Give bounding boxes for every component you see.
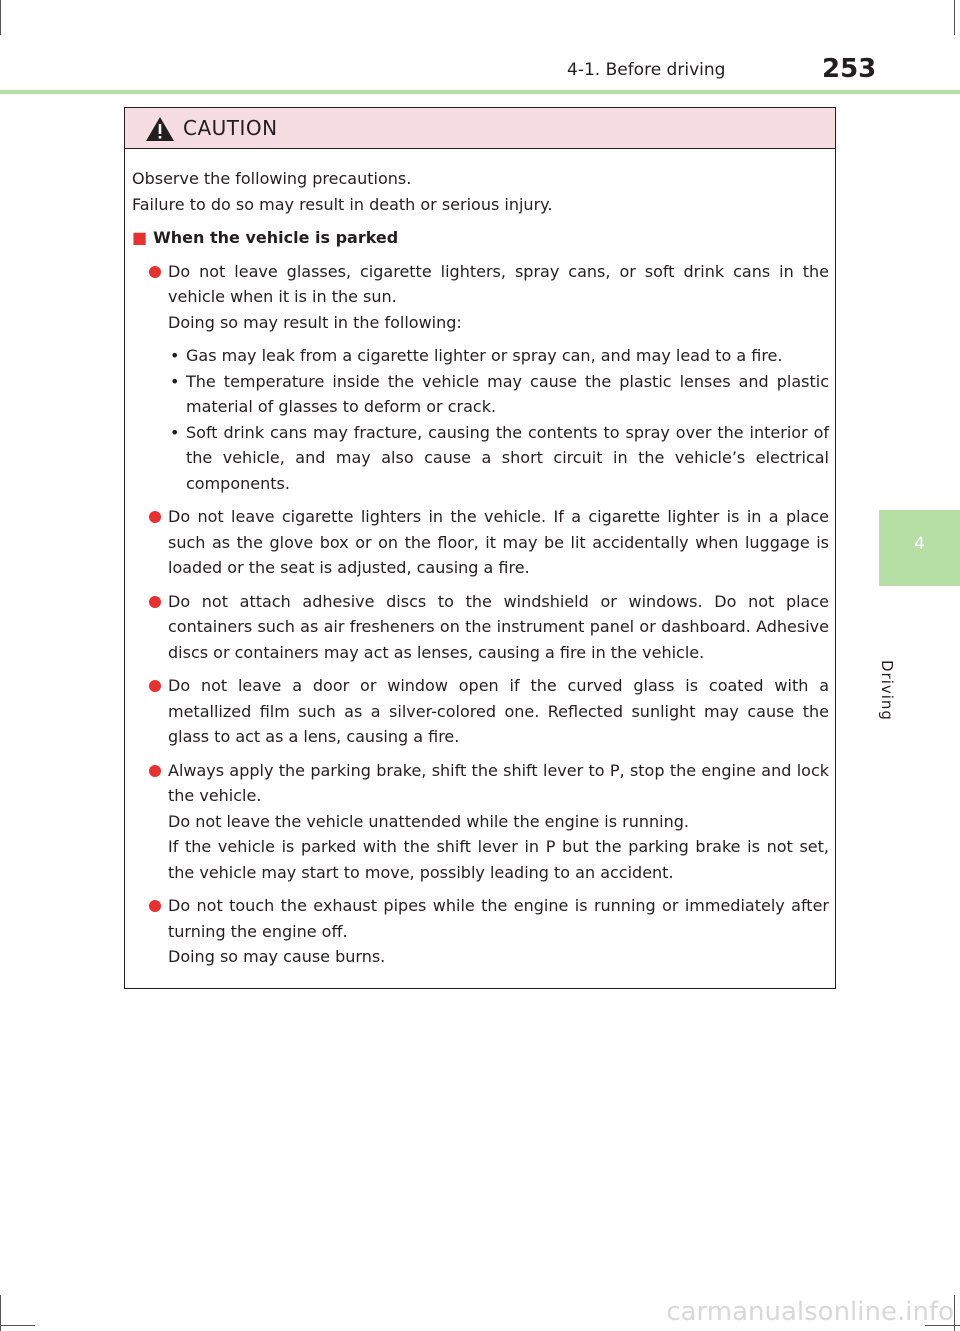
item-text: Do not leave the vehicle unattended while the engine is running. <box>168 811 689 831</box>
sub-list-item <box>168 420 829 497</box>
crop-mark <box>0 1325 35 1326</box>
chapter-number: 4 <box>914 534 925 554</box>
page-number: 253 <box>822 54 877 84</box>
chapter-label: Driving <box>878 660 896 721</box>
item-text: Do not leave a door or window open if the curved glass is coated with a metallized film such as a silver-colored one. Reflected sunlight may cause the glass to act as a lens, causing a fire. <box>168 676 829 746</box>
item-text: Do not touch the exhaust pipes while the engine is running or immediately after turning the engine off. <box>168 896 829 941</box>
bullet-icon: • <box>170 422 180 442</box>
crop-mark <box>0 0 1 35</box>
bullet-icon: • <box>170 346 180 365</box>
red-dot-bullet-icon <box>149 900 161 912</box>
caution-box <box>124 107 836 989</box>
caution-title: CAUTION <box>183 116 278 140</box>
sub-item-text: The temperature inside the vehicle may cause the plastic lenses and plastic material of glasses to deform or crack. <box>186 371 829 416</box>
intro-line: Failure to do so may result in death or serious injury. <box>132 194 553 214</box>
caution-header <box>125 108 835 149</box>
subheading-text: When the vehicle is parked <box>153 228 399 247</box>
red-dot-bullet-icon <box>149 680 161 692</box>
list-item <box>132 673 829 750</box>
crop-mark <box>954 0 955 35</box>
red-dot-bullet-icon <box>149 596 161 608</box>
red-dot-bullet-icon <box>149 266 161 278</box>
header-rule <box>0 90 960 94</box>
list-item <box>132 758 829 886</box>
sub-list <box>168 343 829 496</box>
item-text: Do not leave glasses, cigarette lighters, spray cans, or soft drink cans in the vehicle when it is in the sun. <box>168 261 829 306</box>
list-item <box>132 259 829 497</box>
section-title: 4-1. Before driving <box>567 60 726 80</box>
chapter-tab <box>879 510 960 586</box>
item-text: Do not leave cigarette lighters in the vehicle. If a cigarette lighter is in a place such as the glove box or on the floor, it may be lit accidentally when luggage is loaded or the seat is adjusted, causing a fire. <box>168 507 829 577</box>
subheading <box>132 225 829 251</box>
red-dot-bullet-icon <box>149 511 161 523</box>
list-item <box>132 504 829 581</box>
item-text: Do not attach adhesive discs to the windshield or windows. Do not place containers such as air fresheners on the instrument panel or dashboard. Adhesive discs or containers may act as lenses, causing a fire in the vehicle. <box>168 591 829 662</box>
caution-body <box>132 166 829 978</box>
intro-line: Observe the following precautions. <box>132 169 412 188</box>
bullet-icon: • <box>170 371 180 391</box>
sub-list-item <box>168 369 829 420</box>
list-item <box>132 893 829 970</box>
item-text: If the vehicle is parked with the shift lever in P but the parking brake is not set, the vehicle may start to move, possibly leading to an accident. <box>168 837 829 882</box>
square-bullet-icon: ■ <box>132 228 148 247</box>
item-text: Doing so may cause burns. <box>168 947 386 966</box>
warning-triangle-icon <box>145 116 175 142</box>
item-text: Doing so may result in the following: <box>168 312 462 332</box>
item-text: Always apply the parking brake, shift the shift lever to P, stop the engine and lock the vehicle. <box>168 760 829 805</box>
red-dot-bullet-icon <box>149 765 161 777</box>
sub-item-text: Gas may leak from a cigarette lighter or spray can, and may lead to a fire. <box>186 346 783 365</box>
list-item <box>132 589 829 666</box>
sub-item-text: Soft drink cans may fracture, causing the contents to spray over the interior of the vehicle, and may also cause a short circuit in the vehicle’s electrical components. <box>186 422 829 493</box>
watermark: carmanualsonline.info <box>666 1297 954 1327</box>
sub-list-item <box>168 343 829 369</box>
